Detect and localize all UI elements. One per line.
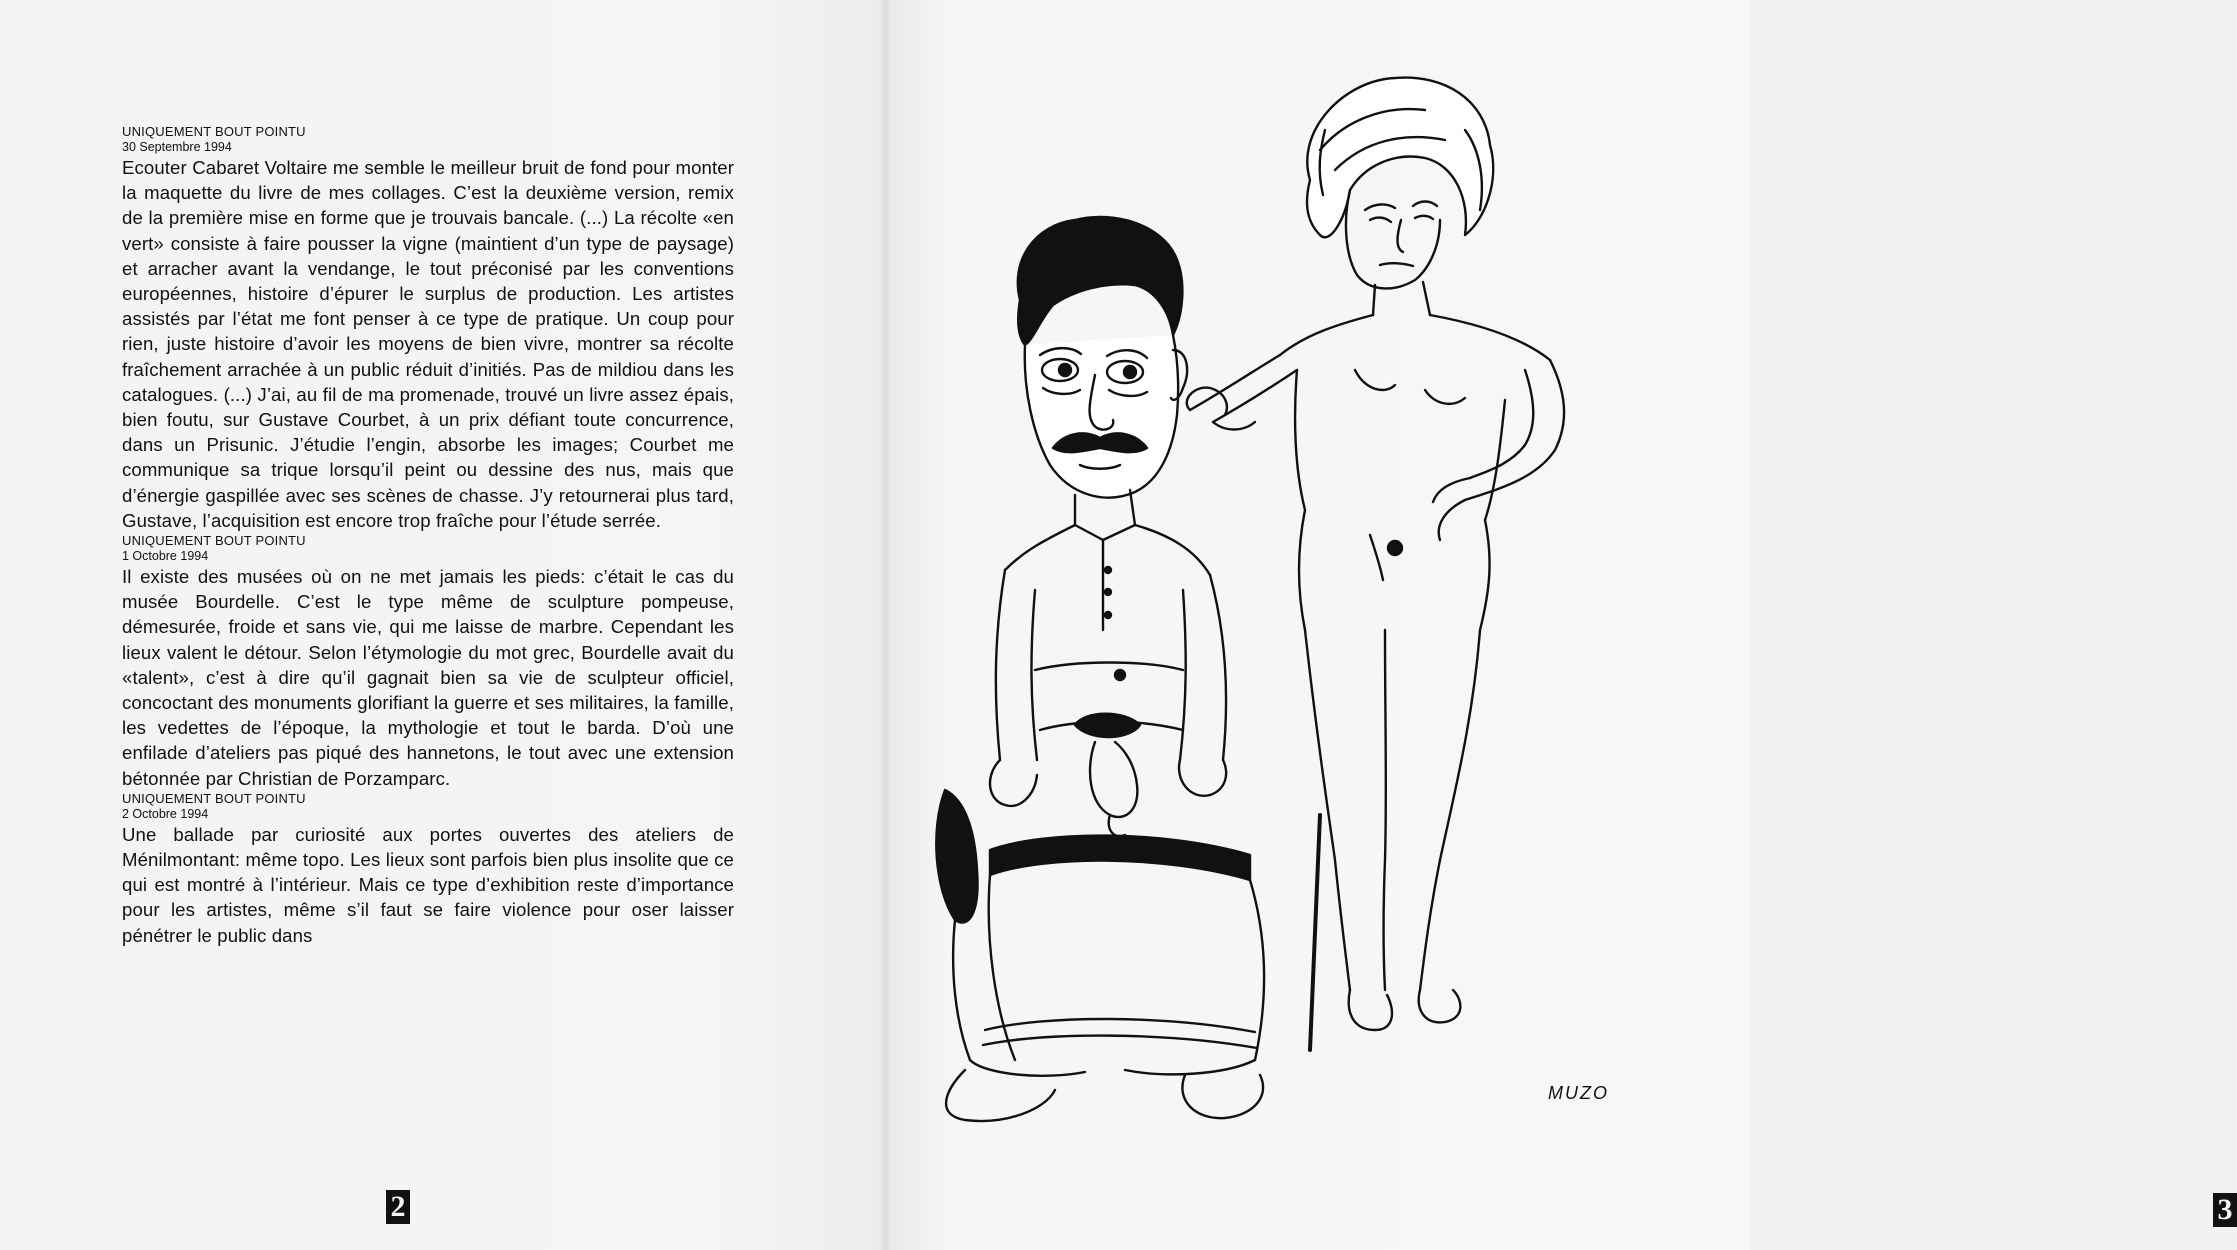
- journal-entry-2: [122, 533, 734, 791]
- text-column: [122, 124, 734, 948]
- left-page: [0, 0, 885, 1250]
- entry-heading: UNIQUEMENT BOUT POINTU: [122, 533, 306, 549]
- page-number-left: 2: [386, 1190, 410, 1224]
- book-gutter: [878, 0, 892, 1250]
- entry-body: Ecouter Cabaret Voltaire me semble le meilleur bruit de fond pour monter la maquette du livre de mes collages. C’est la deuxième version, remix de la première mise en forme que je trouvais bancale. (...) La récolte «en vert» consiste à faire pousser la vigne (maintient d’un type de paysage) et arracher avant la vendange, le tout préconisé par les conventions européennes, histoire d’épurer le surplus de production. Les artistes assistés par l’état me font penser à ce type de pratique. Un coup pour rien, juste histoire d’avoir les moyens de bien vivre, montrer sa récolte fraîchement arrachée à un public réduit d’initiés. Pas de mildiou dans les catalogues. (...) J’ai, au fil de ma promenade, trouvé un livre assez épais, bien foutu, sur Gustave Courbet, à un prix défiant toute concurrence, dans un Prisunic. J’étudie l’engin, absorbe les images; Courbet me communique sa trique lorsqu’il peint ou dessine des nus, mais que d’énergie gaspillée avec ses scènes de chasse. J’y retournerai plus tard, Gustave, l’acquisition est encore trop fraîche pour l’étude serrée.: [122, 157, 734, 531]
- artist-signature: MUZO: [1548, 1083, 1609, 1103]
- journal-entry-3: [122, 791, 734, 948]
- man-figure: [936, 217, 1264, 1121]
- woman-figure: [1187, 78, 1564, 1050]
- entry-heading: UNIQUEMENT BOUT POINTU: [122, 124, 306, 139]
- entry-body: Une ballade par curiosité aux portes ouvertes des ateliers de Ménilmontant: même topo. Les lieux sont parfois bien plus insolite que ce qui est montré à l’intérieur. Mais ce type d’exhibition reste d’importance pour les artistes, même s’il faut se faire violence pour oser laisser pénétrer le public dans: [122, 823, 734, 946]
- ink-drawing-illustration: [925, 70, 1750, 1150]
- entry-date: 1 Octobre 1994: [122, 549, 209, 564]
- entry-date: 2 Octobre 1994: [122, 806, 209, 821]
- journal-entry-1: [122, 124, 734, 533]
- entry-heading: UNIQUEMENT BOUT POINTU: [122, 790, 306, 806]
- entry-body: Il existe des musées où on ne met jamais les pieds: c’était le cas du musée Bourdelle. C’est le type même de sculpture pompeuse, démesurée, froide et sans vie, qui me laisse de marbre. Cependant les lieux valent le détour. Selon l’étymologie du mot grec, Bourdelle avait du «talent», c’est à dire qu’il gagnait bien sa vie de sculpteur officiel, concoctant des monuments glorifiant la guerre et ses militaires, la famille, les vedettes de l’époque, la mythologie et tout le barda. D’où une enfilade d’ateliers pas piqué des hannetons, le tout avec une extension bétonnée par Christian de Porzamparc.: [122, 566, 734, 789]
- entry-date: 30 Septembre 1994: [122, 140, 232, 154]
- page-number-right: 3: [2213, 1193, 2237, 1227]
